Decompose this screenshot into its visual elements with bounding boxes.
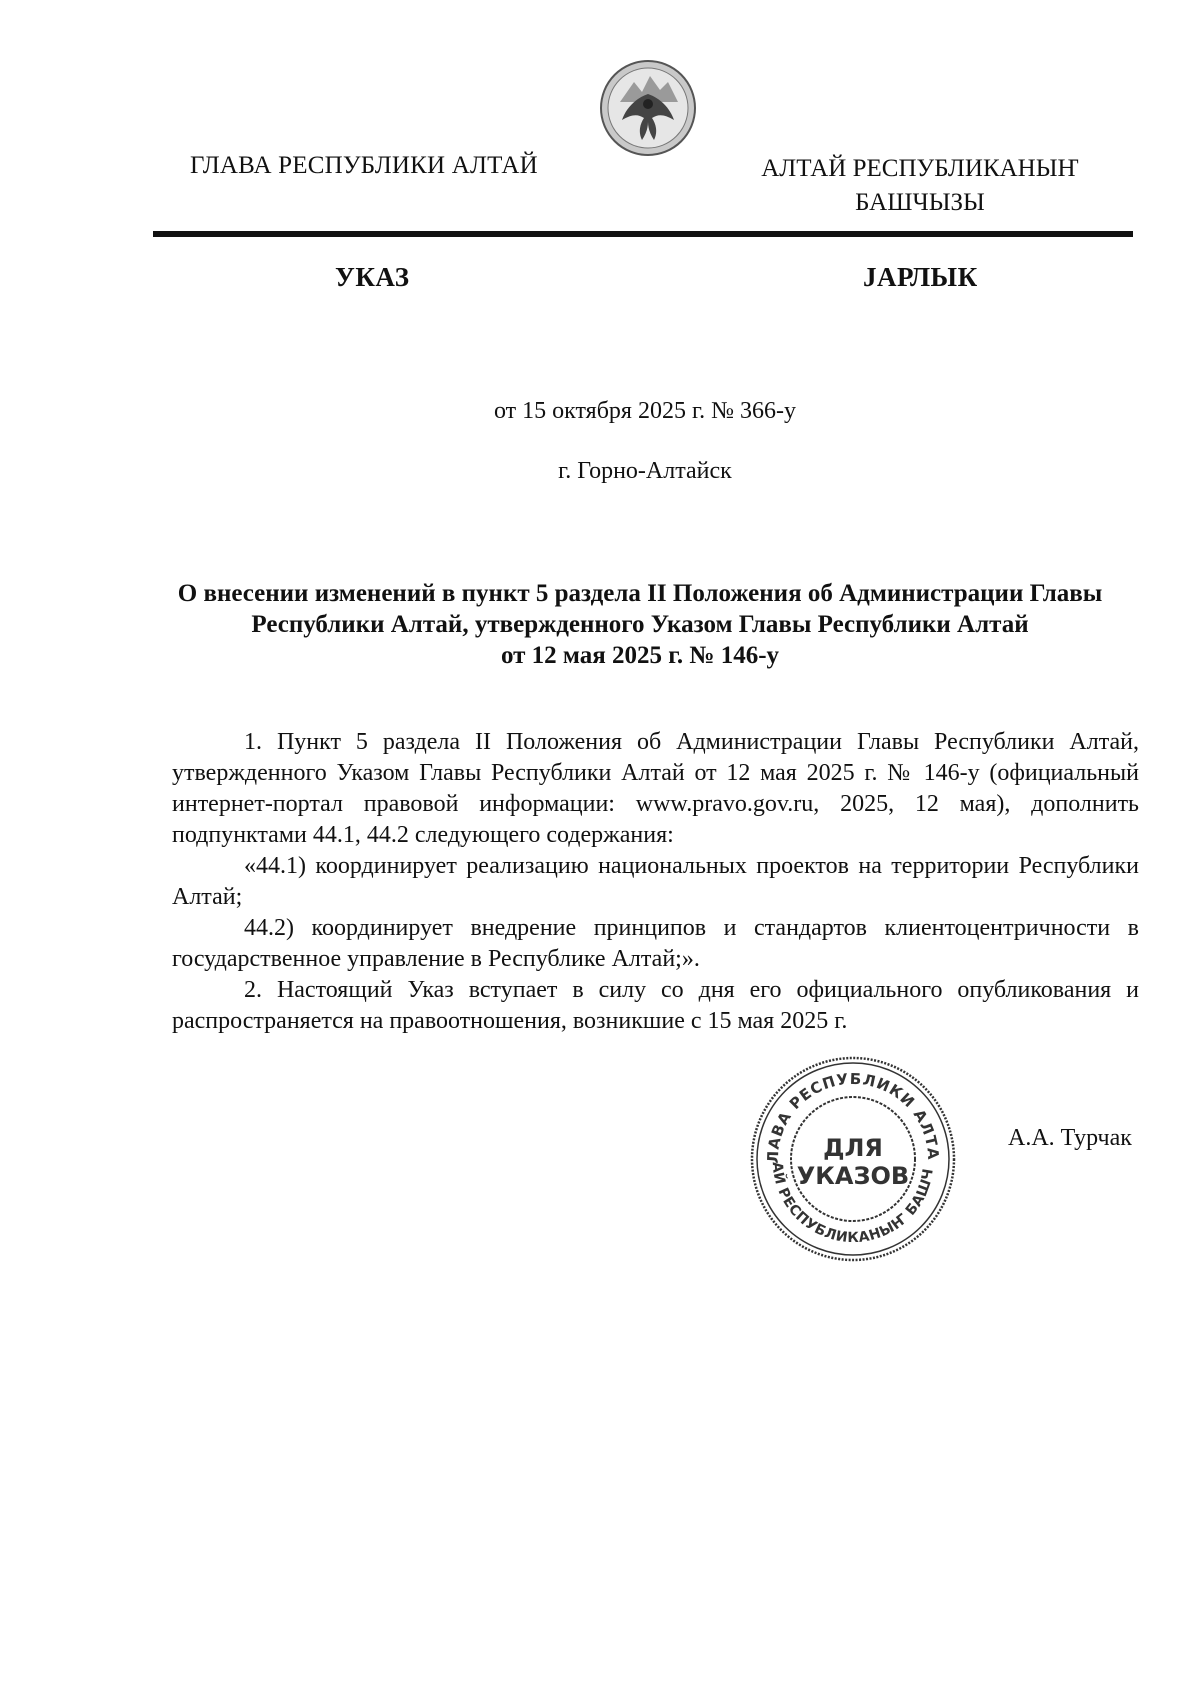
signer-name: А.А. Турчак	[1008, 1125, 1132, 1151]
document-place: г. Горно-Алтайск	[558, 458, 732, 484]
body-paragraph: 2. Настоящий Указ вступает в силу со дня его официального опубликования и распространяется на правоотношения, возникшие с 15 мая 2025 г.	[172, 977, 1139, 1034]
coat-of-arms-icon	[598, 58, 698, 158]
official-seal	[748, 1054, 958, 1264]
seal-text-top: ЛАВА РЕСПУБЛИКИ АЛТА	[763, 1069, 943, 1164]
body-paragraph: 1. Пункт 5 раздела II Положения об Администрации Главы Республики Алтай, утвержденного Указом Главы Республики Алтай от 12 мая 2025 г. № 146-у (официальный интернет-портал правовой информации: www.pravo.gov.ru, 2025, 12 мая), дополнить подпунктами 44.1, 44.2 следующего содержания:	[172, 729, 1139, 848]
document-date-number: от 15 октября 2025 г. № 366-у	[493, 398, 796, 424]
header-org-alt-line1: АЛТАЙ РЕСПУБЛИКАНЫҤ	[761, 155, 1079, 182]
title-line: от 12 мая 2025 г. № 146-у	[500, 642, 780, 669]
title-line: О внесении изменений в пункт 5 раздела II Положения об Администрации Главы	[177, 580, 1103, 607]
doc-type-ru: УКАЗ	[335, 262, 410, 292]
doc-type-alt: ЈАРЛЫК	[863, 262, 978, 292]
header-org-alt-line2: БАШЧЫЗЫ	[855, 189, 985, 216]
body-paragraph: 44.2) координирует внедрение принципов и стандартов клиентоцентричности в государственное управление в Республике Алтай;».	[172, 915, 1139, 972]
document-title	[170, 578, 1110, 671]
seal-text-bottom: АЙ РЕСПУБЛИКАНЫҤ БАШЧ	[768, 1161, 937, 1247]
header-org-alt	[740, 152, 1100, 220]
title-line: Республики Алтай, утвержденного Указом Главы Республики Алтай	[251, 611, 1029, 638]
header-org-ru: ГЛАВА РЕСПУБЛИКИ АЛТАЙ	[190, 152, 538, 179]
seal-center-line1: ДЛЯ	[823, 1134, 883, 1162]
header-divider	[153, 231, 1133, 237]
body-paragraph: «44.1) координирует реализацию национальных проектов на территории Республики Алтай;	[172, 853, 1139, 910]
document-body	[172, 727, 1139, 1037]
seal-center-line2: УКАЗОВ	[796, 1162, 910, 1190]
